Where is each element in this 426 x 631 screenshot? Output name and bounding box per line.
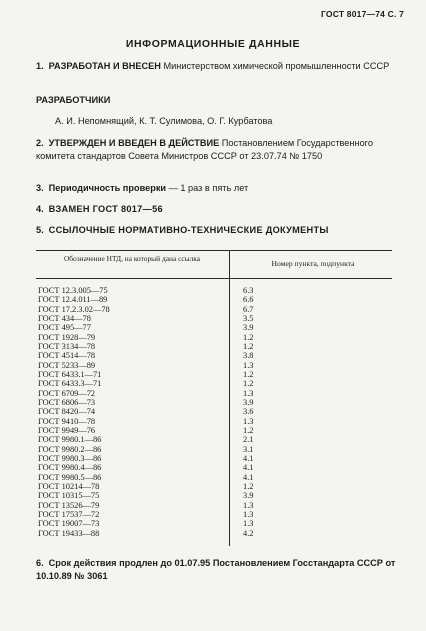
table-row bbox=[36, 305, 392, 314]
clause-number: 1.3 bbox=[243, 416, 254, 426]
table-row bbox=[36, 398, 392, 407]
document-code: ГОСТ 17.2.3.02—78 bbox=[38, 304, 110, 314]
table-row bbox=[36, 333, 392, 342]
clause-number: 1.2 bbox=[243, 481, 254, 491]
table-row bbox=[36, 435, 392, 444]
section-3: 3. Периодичность проверки — 1 раз в пять лет bbox=[36, 183, 249, 193]
clause-number: 6.6 bbox=[243, 295, 254, 305]
document-code: ГОСТ 9980.3—86 bbox=[38, 453, 102, 463]
clause-number: 4.1 bbox=[243, 463, 254, 473]
section-5: 5. ССЫЛОЧНЫЕ НОРМАТИВНО-ТЕХНИЧЕСКИЕ ДОКУМЕНТЫ bbox=[36, 225, 329, 235]
table-row bbox=[36, 463, 392, 472]
table-row bbox=[36, 482, 392, 491]
table-row bbox=[36, 389, 392, 398]
table-row bbox=[36, 295, 392, 304]
section-text: Министерством химической промышленности СССР bbox=[163, 61, 390, 71]
column-header-clause: Номер пункта, подпункта bbox=[271, 259, 355, 268]
document-code: ГОСТ 1928—79 bbox=[38, 332, 96, 342]
clause-number: 3.5 bbox=[243, 313, 254, 323]
document-code: ГОСТ 9980.5—86 bbox=[38, 472, 102, 482]
table-row bbox=[36, 361, 392, 370]
document-code: ГОСТ 434—78 bbox=[38, 313, 91, 323]
clause-number: 2.1 bbox=[243, 435, 254, 445]
document-code: ГОСТ 19007—73 bbox=[38, 519, 100, 529]
section-1 bbox=[36, 60, 408, 73]
clause-number: 3.9 bbox=[243, 323, 254, 333]
clause-number: 1.3 bbox=[243, 509, 254, 519]
developers-heading: РАЗРАБОТЧИКИ bbox=[36, 95, 111, 105]
clause-number: 1.3 bbox=[243, 360, 254, 370]
document-code: ГОСТ 9980.2—86 bbox=[38, 444, 102, 454]
document-code: ГОСТ 495—77 bbox=[38, 323, 91, 333]
document-code: ГОСТ 8420—74 bbox=[38, 407, 96, 417]
table-row bbox=[36, 473, 392, 482]
clause-number: 1.2 bbox=[243, 379, 254, 389]
table-row bbox=[36, 417, 392, 426]
document-code: ГОСТ 4514—78 bbox=[38, 351, 96, 361]
table-row bbox=[36, 286, 392, 295]
clause-number: 4.1 bbox=[243, 472, 254, 482]
clause-number: 1.2 bbox=[243, 341, 254, 351]
clause-number: 6.3 bbox=[243, 286, 254, 295]
document-code: ГОСТ 6709—72 bbox=[38, 388, 96, 398]
document-code: ГОСТ 6433.1—71 bbox=[38, 369, 102, 379]
document-code: ГОСТ 10315—75 bbox=[38, 491, 100, 501]
table-header-rule bbox=[36, 278, 392, 279]
document-code: ГОСТ 9410—78 bbox=[38, 416, 96, 426]
table-row bbox=[36, 491, 392, 500]
section-4: 4. ВЗАМЕН ГОСТ 8017—56 bbox=[36, 204, 163, 214]
clause-number: 1.3 bbox=[243, 519, 254, 529]
clause-number: 1.3 bbox=[243, 388, 254, 398]
table-row bbox=[36, 379, 392, 388]
clause-number: 1.3 bbox=[243, 500, 254, 510]
document-code: ГОСТ 3134—78 bbox=[38, 341, 96, 351]
document-code: ГОСТ 9980.1—86 bbox=[38, 435, 102, 445]
table-body bbox=[36, 286, 392, 538]
document-code: ГОСТ 19433—88 bbox=[38, 528, 100, 538]
clause-number: 4.2 bbox=[243, 528, 254, 538]
page-title: ИНФОРМАЦИОННЫЕ ДАННЫЕ bbox=[125, 38, 301, 50]
table-top-rule bbox=[36, 250, 392, 251]
developers-names: А. И. Непомнящий, К. Т. Сулимова, О. Г. Курбатова bbox=[55, 116, 273, 126]
section-2: 2. УТВЕРЖДЕН И ВВЕДЕН В ДЕЙСТВИЕ Постановлением Государственного комитета стандартов Совета Министров СССР от 23.07.74 № 1750 bbox=[36, 138, 373, 161]
section-6: 6. Срок действия продлен до 01.07.95 Постановлением Госстандарта СССР от 10.10.89 № 3061 bbox=[36, 558, 396, 581]
table-row bbox=[36, 351, 392, 360]
document-code: ГОСТ 12.3.005—75 bbox=[38, 286, 108, 295]
document-code: ГОСТ 9980.4—86 bbox=[38, 463, 102, 473]
table-row bbox=[36, 510, 392, 519]
table-row bbox=[36, 323, 392, 332]
document-code: ГОСТ 6433.3—71 bbox=[38, 379, 102, 389]
document-code: ГОСТ 10214—78 bbox=[38, 481, 100, 491]
document-code: ГОСТ 17537—72 bbox=[38, 509, 100, 519]
section-number: 1. bbox=[36, 61, 44, 71]
table-row bbox=[36, 342, 392, 351]
table-row bbox=[36, 501, 392, 510]
column-header-document: Обозначение НТД, на который дана ссылка bbox=[63, 254, 201, 263]
clause-number: 3.9 bbox=[243, 491, 254, 501]
document-code: ГОСТ 9949—76 bbox=[38, 425, 96, 435]
clause-number: 3.6 bbox=[243, 407, 254, 417]
clause-number: 3.1 bbox=[243, 444, 254, 454]
table-row bbox=[36, 454, 392, 463]
table-row bbox=[36, 370, 392, 379]
section-lead: РАЗРАБОТАН И ВНЕСЕН bbox=[48, 61, 161, 71]
table-row bbox=[36, 445, 392, 454]
clause-number: 3.9 bbox=[243, 397, 254, 407]
clause-number: 6.7 bbox=[243, 304, 254, 314]
clause-number: 1.2 bbox=[243, 425, 254, 435]
clause-number: 1.2 bbox=[243, 332, 254, 342]
document-code: ГОСТ 12.4.011—89 bbox=[38, 295, 108, 305]
page-header: ГОСТ 8017—74 С. 7 bbox=[320, 9, 404, 19]
table-row bbox=[36, 426, 392, 435]
document-code: ГОСТ 13526—79 bbox=[38, 500, 100, 510]
table-row bbox=[36, 519, 392, 528]
table-row bbox=[36, 314, 392, 323]
document-code: ГОСТ 6806—73 bbox=[38, 397, 96, 407]
clause-number: 1.2 bbox=[243, 369, 254, 379]
clause-number: 4.1 bbox=[243, 453, 254, 463]
table-row bbox=[36, 407, 392, 416]
clause-number: 3.8 bbox=[243, 351, 254, 361]
table-row bbox=[36, 529, 392, 538]
document-code: ГОСТ 5233—89 bbox=[38, 360, 96, 370]
